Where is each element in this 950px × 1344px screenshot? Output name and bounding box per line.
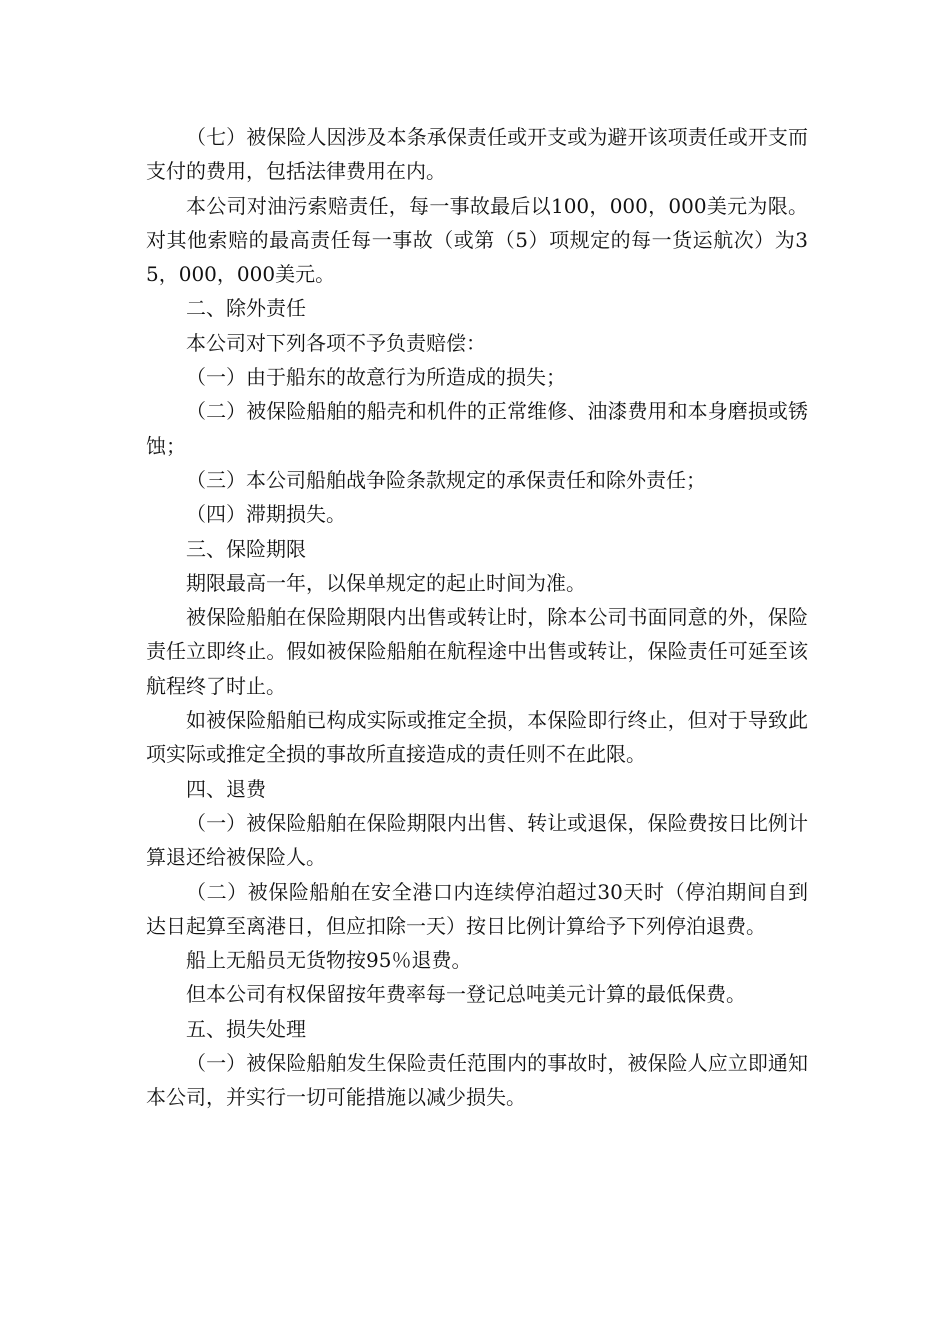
paragraph-refund-rate: 船上无船员无货物按95％退费。 [186,948,472,973]
paragraph-exclusion-3: （三）本公司船舶战争险条款规定的承保责任和除外责任； [186,467,706,492]
paragraph-clause-7: （七）被保险人因涉及本条承保责任或开支或为避开该项责任或开支而支付的费用，包括法律费用在内。 [146,125,808,184]
paragraph-liability-limits: 本公司对油污索赔责任，每一事故最后以100，000，000美元为限。对其他索赔的最高责任每一事故（或第（5）项规定的每一货运航次）为35，000，000美元。 [146,193,808,287]
paragraph-exclusion-2: （二）被保险船舶的船壳和机件的正常维修、油漆费用和本身磨损或锈蚀； [146,399,808,458]
paragraph-exclusion-1: （一）由于船东的故意行为所造成的损失； [186,365,566,390]
section-heading-exclusions: 二、除外责任 [186,296,306,321]
paragraph-exclusion-4: （四）滞期损失。 [186,502,346,527]
paragraph-total-loss: 如被保险船舶已构成实际或推定全损，本保险即行终止，但对于导致此项实际或推定全损的事故所直接造成的责任则不在此限。 [146,708,808,767]
document-body [146,120,808,1115]
paragraph-exclusions-intro: 本公司对下列各项不予负责赔偿： [186,330,486,355]
section-heading-loss-handling: 五、损失处理 [186,1016,306,1041]
paragraph-refund-1: （一）被保险船舶在保险期限内出售、转让或退保，保险费按日比例计算退还给被保险人。 [146,810,808,870]
paragraph-loss-handling-1: （一）被保险船舶发生保险责任范围内的事故时，被保险人应立即通知本公司，并实行一切可能措施以减少损失。 [146,1051,808,1110]
section-heading-insurance-period: 三、保险期限 [186,536,306,561]
paragraph-period-max: 期限最高一年，以保单规定的起止时间为准。 [186,570,586,595]
section-heading-refund: 四、退费 [186,776,266,801]
paragraph-sale-transfer: 被保险船舶在保险期限内出售或转让时，除本公司书面同意的外，保险责任立即终止。假如被保险船舶在航程途中出售或转让，保险责任可延至该航程终了时止。 [146,605,808,698]
paragraph-refund-2: （二）被保险船舶在安全港口内连续停泊超过30天时（停泊期间自到达日起算至离港日，但应扣除一天）按日比例计算给予下列停泊退费。 [146,879,808,938]
paragraph-minimum-premium: 但本公司有权保留按年费率每一登记总吨美元计算的最低保费。 [186,982,746,1007]
